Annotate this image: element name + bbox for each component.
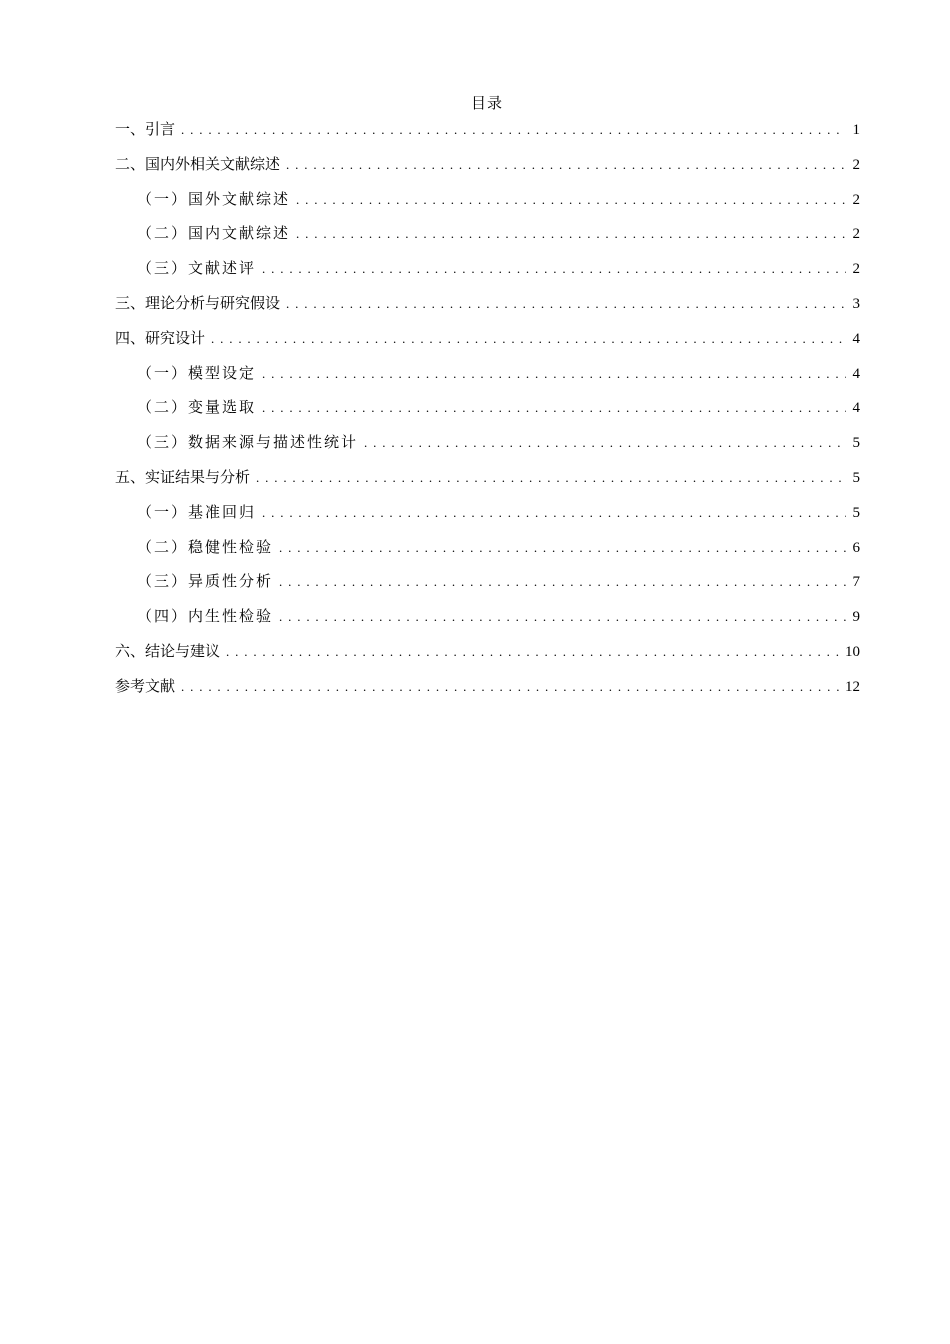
toc-page-number: 2 bbox=[852, 191, 860, 208]
toc-page-number: 6 bbox=[852, 539, 860, 556]
toc-entry-section[interactable] bbox=[115, 569, 860, 604]
toc-page-number: 5 bbox=[852, 435, 860, 452]
toc-dot-leader bbox=[279, 605, 846, 629]
toc-dot-leader bbox=[296, 222, 846, 246]
toc-page-number: 4 bbox=[852, 365, 860, 382]
toc-dot-leader bbox=[181, 675, 839, 699]
toc-entry-title: 参考文献 bbox=[115, 676, 176, 695]
toc-dot-leader bbox=[211, 327, 846, 351]
toc-title: 目录 bbox=[470, 94, 503, 112]
toc-entry-title: （二）国内文献综述 bbox=[137, 224, 291, 243]
toc-dot-leader bbox=[262, 396, 846, 420]
toc-entry-section[interactable] bbox=[115, 187, 860, 222]
toc-page-number: 10 bbox=[845, 643, 860, 660]
toc-entry-section[interactable] bbox=[115, 361, 860, 396]
toc-entry-title: （三）文献述评 bbox=[137, 259, 257, 278]
table-of-contents bbox=[115, 117, 860, 709]
toc-entry-section[interactable] bbox=[115, 395, 860, 430]
toc-page-number: 5 bbox=[852, 469, 860, 486]
toc-dot-leader bbox=[262, 501, 846, 525]
toc-dot-leader bbox=[262, 362, 846, 386]
toc-page-number: 2 bbox=[852, 261, 860, 278]
toc-page-number: 12 bbox=[845, 678, 860, 695]
toc-entry-section[interactable] bbox=[115, 221, 860, 256]
toc-page-number: 9 bbox=[852, 609, 860, 626]
toc-entry-title: 五、实证结果与分析 bbox=[115, 467, 251, 486]
toc-page-number: 4 bbox=[852, 400, 860, 417]
toc-dot-leader bbox=[279, 570, 846, 594]
toc-entry-chapter[interactable] bbox=[115, 674, 860, 709]
toc-dot-leader bbox=[364, 431, 846, 455]
toc-entry-title: （二）变量选取 bbox=[137, 398, 257, 417]
toc-dot-leader bbox=[262, 257, 846, 281]
toc-entry-section[interactable] bbox=[115, 604, 860, 639]
toc-entry-title: 六、结论与建议 bbox=[115, 641, 221, 660]
toc-entry-title: （三）数据来源与描述性统计 bbox=[137, 433, 359, 452]
toc-entry-title: （一）基准回归 bbox=[137, 502, 257, 521]
toc-dot-leader bbox=[286, 153, 846, 177]
toc-page-number: 2 bbox=[852, 156, 860, 173]
toc-dot-leader bbox=[226, 640, 839, 664]
toc-entry-title: （四）内生性检验 bbox=[137, 607, 274, 626]
toc-entry-title: 二、国内外相关文献综述 bbox=[115, 154, 281, 173]
toc-entry-chapter[interactable] bbox=[115, 291, 860, 326]
toc-entry-chapter[interactable] bbox=[115, 152, 860, 187]
toc-page-number: 2 bbox=[852, 226, 860, 243]
toc-entry-title: 四、研究设计 bbox=[115, 328, 206, 347]
toc-entry-title: （三）异质性分析 bbox=[137, 572, 274, 591]
toc-entry-chapter[interactable] bbox=[115, 117, 860, 152]
toc-entry-chapter[interactable] bbox=[115, 326, 860, 361]
toc-page-number: 5 bbox=[852, 504, 860, 521]
toc-page-number: 7 bbox=[852, 574, 860, 591]
toc-dot-leader bbox=[286, 292, 846, 316]
toc-dot-leader bbox=[256, 466, 846, 490]
toc-entry-title: （一）国外文献综述 bbox=[137, 189, 291, 208]
toc-page-number: 1 bbox=[852, 122, 860, 138]
toc-entry-title: 一、引言 bbox=[115, 120, 176, 138]
toc-entry-title: （二）稳健性检验 bbox=[137, 537, 274, 556]
toc-page-number: 4 bbox=[852, 330, 860, 347]
toc-entry-title: （一）模型设定 bbox=[137, 363, 257, 382]
toc-entry-chapter[interactable] bbox=[115, 639, 860, 674]
toc-entry-title: 三、理论分析与研究假设 bbox=[115, 293, 281, 312]
toc-page-number: 3 bbox=[852, 295, 860, 312]
toc-entry-section[interactable] bbox=[115, 430, 860, 465]
toc-dot-leader bbox=[279, 536, 846, 560]
toc-dot-leader bbox=[296, 188, 846, 212]
toc-dot-leader bbox=[181, 118, 846, 142]
toc-entry-section[interactable] bbox=[115, 256, 860, 291]
toc-entry-section[interactable] bbox=[115, 535, 860, 570]
toc-entry-chapter[interactable] bbox=[115, 465, 860, 500]
toc-entry-section[interactable] bbox=[115, 500, 860, 535]
